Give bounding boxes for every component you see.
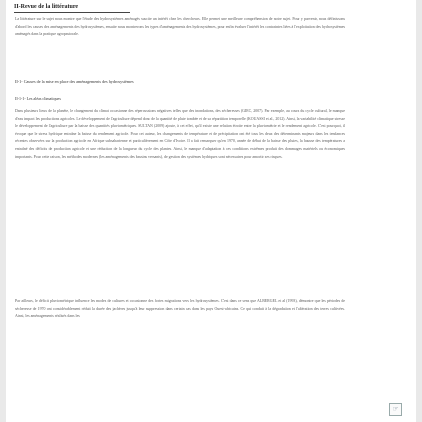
subsection-heading: II-1-1- Les aléas climatiques (15, 96, 61, 101)
section-heading: II-1- Causes de la mise en place des aménagements des hydrosystèmes (15, 79, 134, 84)
document-page (6, 0, 416, 422)
header-rule (14, 12, 130, 13)
scroll-icon[interactable]: ☞ (389, 403, 402, 416)
migration-paragraph: Par ailleurs, le déficit pluviométrique influence les modes de cultures et occasionne des fortes migrations vers les hydrosystèmes. C'est dans ce sens que ALBERGEL et al (1993), démontre que les périodes de sécheresse de 1970 ont considérablement réduit la durée des jachères jusqu'à leur suppression dans certain cas dans les pays Ouest-africains. Ce qui conduit à la dégradation et l'altération des terres cultivées. Ainsi, les aménagements réalisés dans les (15, 299, 345, 319)
climate-paragraph: Dans plusieurs lieux de la planète, le changement du climat occasionne des répercussions négatives telles que des inondations, des sécheresses (GIEC, 2007). Par exemple, au cours du cycle cultural, le manque d'eau impact les productions agricoles. Le développement de l'agriculture dépend donc de la quantité de pluie tombée et de sa répartition temporelle (KOUASSI et al., 2012). Ainsi, la variabilité climatique stresse le développement de l'agriculture par la baisse des quantités pluviométriques. SULTAN (2009) ajoute, à cet effet, qu'il existe une relation étroite entre la pluviométrie et le rendement agricole. C'est pourquoi, il évoque que le stress hydrique entraîne la baisse du rendement agricole. Pour cet auteur, les changements de température et de précipitation ont été tous les deux des déterminants majeurs dans les tendances récentes observées sur la production agricole en Afrique subsaharienne et particulièrement en Côte d'Ivoire. Il a fait remarquer qu'en 1970, année de début de la baisse des pluies, la hausse des températures a entraîné des déficits de production agricole et une réduction de la longueur du cycle des plantes. Ainsi, le manque d'adaptation à ces conditions extrêmes produit des dommages matériels ou économiques importants. Pour cette raison, les méthodes modernes (les aménagements des bassins versants), de gestion des systèmes hydriques sont nécessaires pour amortir ses risques. (15, 109, 345, 159)
intro-paragraph: La littérature sur le sujet nous montre que l'étude des hydrosystèmes aménagés suscite un intérêt chez les chercheurs. Elle permet une meilleure compréhension de notre sujet. Pour y parvenir, nous définissons d'abord les causes des aménagements des hydrosystèmes, ensuite nous montrerons les types d'aménagements des hydrosystèmes, pour enfin évaluer l'intérêt les contraintes liées à l'exploitation des hydrosystèmes aménagés dans la pratique agropastorale. (15, 17, 345, 37)
running-header: II-Revue de la littérature (14, 4, 79, 10)
